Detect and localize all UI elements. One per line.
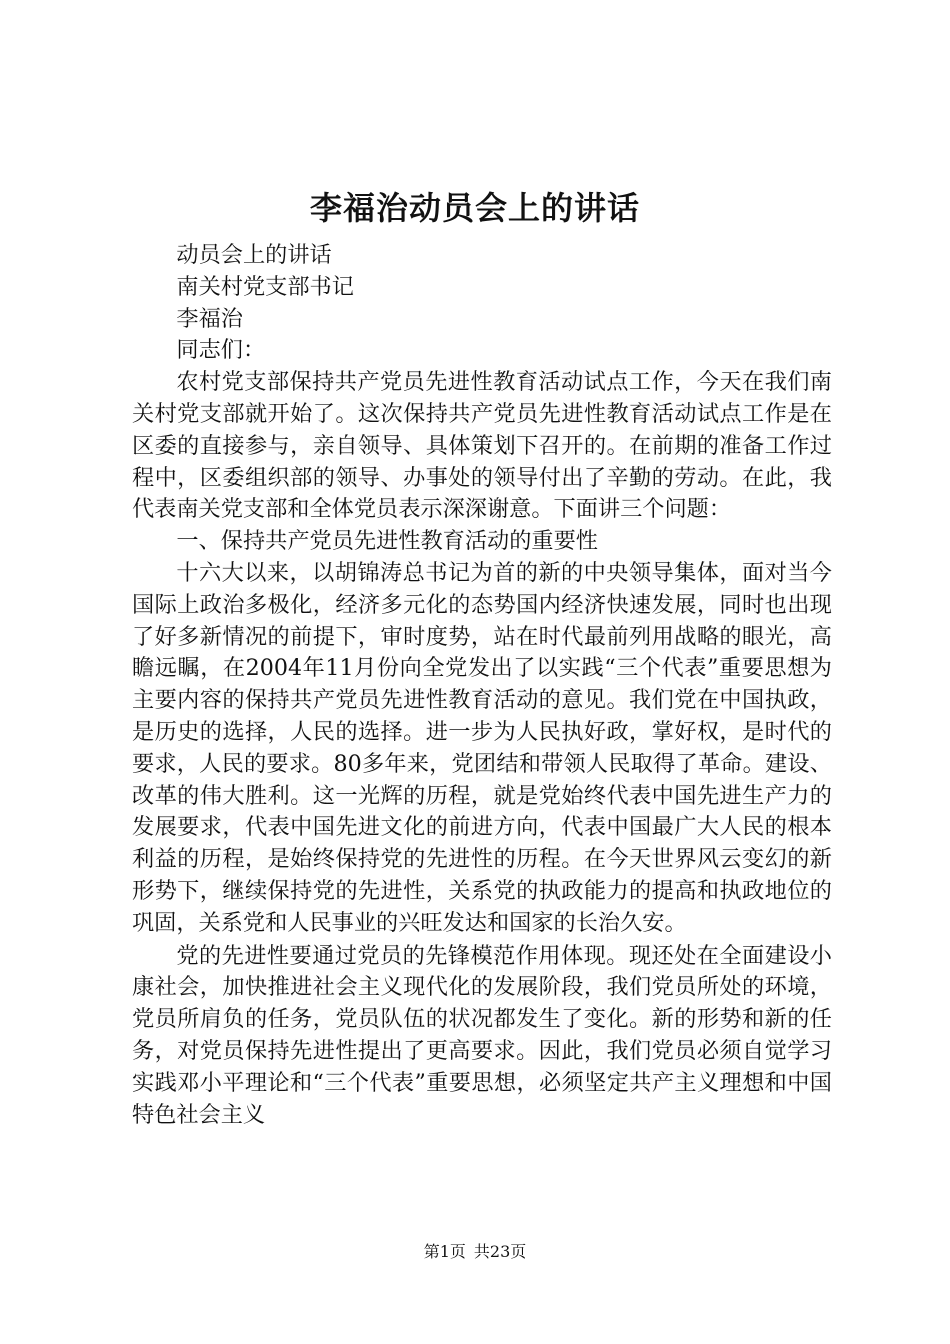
document-body	[132, 240, 832, 1131]
speaker-position: 南关村党支部书记	[176, 273, 354, 300]
page-number: 第1页	[423, 1242, 466, 1261]
body-paragraph: 农村党支部保持共产党员先进性教育活动试点工作，今天在我们南关村党支部就开始了。这次保持共产党员先进性教育活动试点工作是在区委的直接参与，亲自领导、具体策划下召开的。在前期的准备工作过程中，区委组织部的领导、办事处的领导付出了辛勤的劳动。在此，我代表南关党支部和全体党员表示深深谢意。下面讲三个问题：	[132, 369, 832, 523]
page-total: 共23页	[473, 1242, 527, 1261]
section-heading: 一、保持共产党员先进性教育活动的重要性	[176, 528, 598, 555]
salutation: 同志们：	[176, 337, 266, 364]
speech-subtitle: 动员会上的讲话	[176, 242, 332, 268]
page-footer	[0, 1240, 950, 1264]
speaker-name: 李福治	[176, 305, 243, 332]
body-paragraph: 十六大以来，以胡锦涛总书记为首的新的中央领导集体，面对当今国际上政治多极化，经济多元化的态势国内经济快速发展，同时也出现了好多新情况的前提下，审时度势，站在时代最前列用战略的眼光，高瞻远瞩，在2004年11月份向全党发出了以实践“三个代表”重要思想为主要内容的保持共产党员先进性教育活动的意见。我们党在中国执政，是历史的选择，人民的选择。进一步为人民执好政，掌好权，是时代的要求，人民的要求。80多年来，党团结和带领人民取得了革命。建设、改革的伟大胜利。这一光辉的历程，就是党始终代表中国先进生产力的发展要求，代表中国先进文化的前进方向，代表中国最广大人民的根本利益的历程，是始终保持党的先进性的历程。在今天世界风云变幻的新形势下，继续保持党的先进性，关系党的执政能力的提高和执政地位的巩固，关系党和人民事业的兴旺发达和国家的长治久安。	[132, 559, 832, 936]
document-title: 李福治动员会上的讲话	[309, 189, 640, 227]
body-paragraph: 党的先进性要通过党员的先锋模范作用体现。现还处在全面建设小康社会，加快推进社会主义现代化的发展阶段，我们党员所处的环境，党员所肩负的任务，党员队伍的状况都发生了变化。新的形势和新的任务，对党员保持先进性提出了更高要求。因此，我们党员必须自觉学习实践邓小平理论和“三个代表”重要思想，必须坚定共产主义理想和中国特色社会主义	[132, 942, 832, 1128]
